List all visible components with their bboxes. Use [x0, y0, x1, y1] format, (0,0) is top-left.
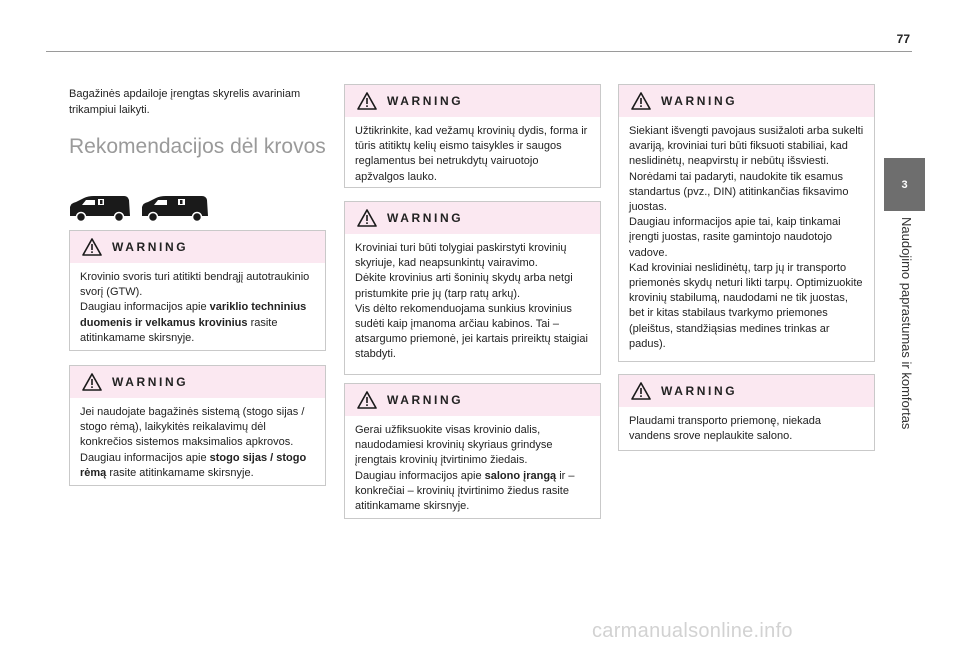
warning-title: WARNING [661, 384, 738, 398]
warning-triangle-icon [82, 238, 102, 256]
warning-triangle-icon [631, 92, 651, 110]
bold-reference: variklio techninius duomenis ir velkamus krovinius [80, 301, 307, 329]
section-heading: Rekomendacijos dėl krovos [69, 135, 326, 158]
warning-box-load-distribution [344, 201, 601, 375]
warning-triangle-icon [357, 209, 377, 227]
chapter-tab[interactable]: 3 [884, 158, 925, 211]
warning-title: WARNING [661, 94, 738, 108]
van-illustrations [68, 192, 208, 222]
warning-triangle-icon [357, 92, 377, 110]
warning-box-securing-straps [618, 84, 875, 362]
warning-title: WARNING [387, 94, 464, 108]
warning-triangle-icon [357, 391, 377, 409]
warning-header [345, 384, 600, 416]
warning-header [70, 231, 325, 263]
warning-text: Gerai užfiksuokite visas krovinio dalis, naudodamiesi krovinių skyriaus grindyse įrengtais krovinių įtvirtinimo žiedais. Daugiau informacijos apie salono įrangą ir – konkrečiai – krovinių įtvirtinimo žiedus rasite atitinkamame skirsnyje. [355, 424, 575, 513]
chapter-title: Naudojimo paprastumas ir komfortas [899, 217, 914, 430]
warning-box-load-weight [69, 230, 326, 351]
warning-triangle-icon [631, 382, 651, 400]
warning-header [345, 202, 600, 234]
warning-box-roof-system [69, 365, 326, 486]
warning-header [70, 366, 325, 398]
warning-box-washing [618, 374, 875, 451]
warning-title: WARNING [387, 211, 464, 225]
bold-reference: salono įrangą [484, 469, 557, 482]
short-van-icon [70, 196, 130, 222]
watermark: carmanualsonline.info [592, 620, 793, 642]
warning-box-load-size [344, 84, 601, 188]
warning-header [345, 85, 600, 117]
warning-text: Siekiant išvengti pavojaus susižaloti arba sukelti avariją, kroviniai turi būti fiksuoti stabiliai, kad neslidinėtų, neapvirstų ir nebūtų išsviesti. Norėdami tai padaryti, naudokite tik esamus standartus (pvz., DIN) atitinkančias fiksavimo juostas. Daugiau informacijos apie tai, kaip tinkamai įrengti juostas, rasite gamintojo naudotojo vadove. Kad kroviniai neslidinėtų, tarp jų ir transporto priemonės skydų neturi likti tarpų. Optimizuokite krovinių stabilumą, naudodami ne tik juostas, bet ir kitas stabilaus tvarkymo priemones (pleištus, standžiąsias medines trinkas ar padus). [629, 125, 864, 350]
warning-text: Krovinio svoris turi atitikti bendrąjį autotraukinio svorį (GTW). Daugiau informacijos apie variklio techninius duomenis ir velkamus krovinius rasite atitinkamame skirsnyje. [80, 271, 310, 344]
warning-title: WARNING [387, 393, 464, 407]
warning-title: WARNING [112, 375, 189, 389]
warning-title: WARNING [112, 240, 189, 254]
bold-reference: stogo sijas / stogo rėmą [80, 451, 307, 479]
header-divider [46, 51, 912, 52]
intro-text: Bagažinės apdailoje įrengtas skyrelis avariniam trikampiui laikyti. [69, 88, 301, 116]
long-van-icon [142, 196, 208, 222]
warning-text: Kroviniai turi būti tolygiai paskirstyti krovinių skyriuje, kad neapsunkintų vairavimo. Dėkite krovinius arti šoninių skydų arba netgi pristumkite prie jų (tarp ratų arkų). Vis dėlto rekomenduojama sunkius krovinius sudėti kaip įmanoma arčiau kabinos. Tai – atsargumo priemonė, jei kartais prireiktų staigiai stabdyti. [355, 242, 588, 361]
warning-box-load-fixing [344, 383, 601, 519]
warning-text: Užtikrinkite, kad vežamų krovinių dydis, forma ir tūris atitiktų kelių eismo taisykles ir saugos reglamentus bei netrukdytų vairuotojo apžvalgos lauko. [355, 125, 588, 183]
warning-text: Plaudami transporto priemonę, niekada vandens srove neplaukite salono. [629, 415, 822, 443]
warning-triangle-icon [82, 373, 102, 391]
page-number: 77 [896, 32, 910, 46]
warning-text: Jei naudojate bagažinės sistemą (stogo sijas / stogo rėmą), laikykitės reikalavimų dėl konkrečios sistemos maksimalios apkrovos. Daugiau informacijos apie stogo sijas / stogo rėmą rasite atitinkamame skirsnyje. [80, 406, 307, 479]
warning-header [619, 375, 874, 407]
warning-header [619, 85, 874, 117]
